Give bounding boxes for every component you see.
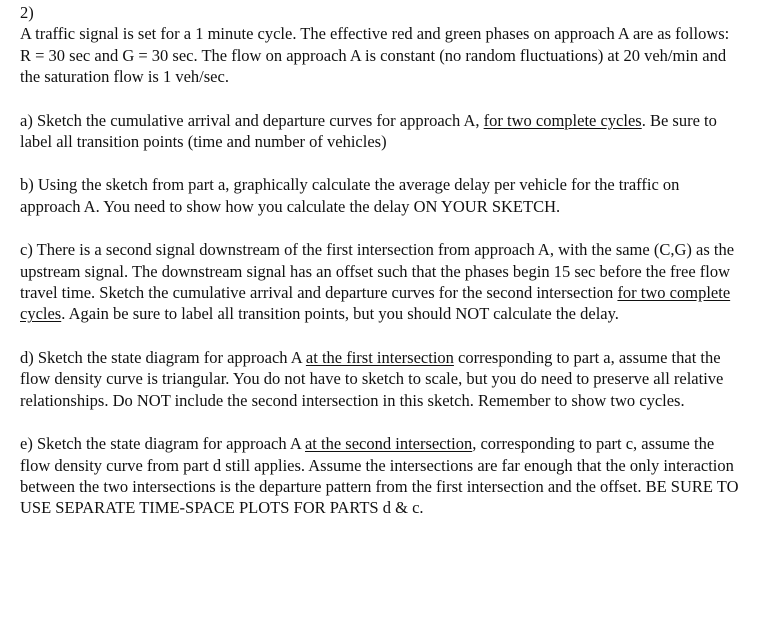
problem-intro: A traffic signal is set for a 1 minute cycle. The effective red and green phases on approach A are as follows: R = 30 sec and G = 30 sec. The flow on approach A is constant (no random fluctuations) at 20 veh/min and the saturation flow is 1 veh/sec.	[20, 24, 730, 87]
part-d-text-end: corresponding to part a, assume that the flow density curve is triangular. You do not have to sketch to scale, but you do need to preserve all relative relationships. Do NOT include the second intersection in this sketch. Remember to show two cycles.	[20, 347, 724, 410]
part-a-text-end: . Be sure to label all transition points (time and number of vehicles)	[20, 110, 717, 152]
part-b: b) Using the sketch from part a, graphically calculate the average delay per vehicle for the traffic on approach A. You need to show how you calculate the delay ON YOUR SKETCH.	[20, 175, 680, 216]
part-c-underlined: for two complete cycles	[20, 283, 731, 324]
part-a	[20, 110, 742, 153]
part-e	[20, 433, 742, 519]
question-number: 2)	[20, 3, 34, 22]
part-a-text: a) Sketch the cumulative arrival and departure curves for approach A,	[20, 110, 484, 130]
part-d-text: d) Sketch the state diagram for approach A	[20, 347, 306, 367]
part-c	[20, 239, 742, 325]
part-c-text: c) There is a second signal downstream of the first intersection from approach A, with the same (C,G) as the upstream signal. The downstream signal has an offset such that the phases begin 15 sec before the free flow travel time. Sketch the cumulative arrival and departure curves for the second intersection	[20, 240, 735, 303]
part-e-underlined: at the second intersection	[304, 434, 473, 454]
problem-document	[20, 2, 742, 519]
part-c-text-end: . Again be sure to label all transition points, but you should NOT calculate the delay.	[61, 304, 619, 324]
part-e-text: e) Sketch the state diagram for approach A	[20, 434, 305, 454]
part-d	[20, 347, 742, 411]
part-a-underlined: for two complete cycles	[483, 110, 642, 130]
part-d-underlined: at the first intersection	[305, 347, 454, 367]
part-e-text-end: , corresponding to part c, assume the flow density curve from part d still applies. Assume the intersections are far enough that the only interaction between the two intersections is the departure pattern from the first intersection and the offset. BE SURE TO USE SEPARATE TIME-SPACE PLOTS FOR PARTS d & c.	[20, 434, 739, 518]
